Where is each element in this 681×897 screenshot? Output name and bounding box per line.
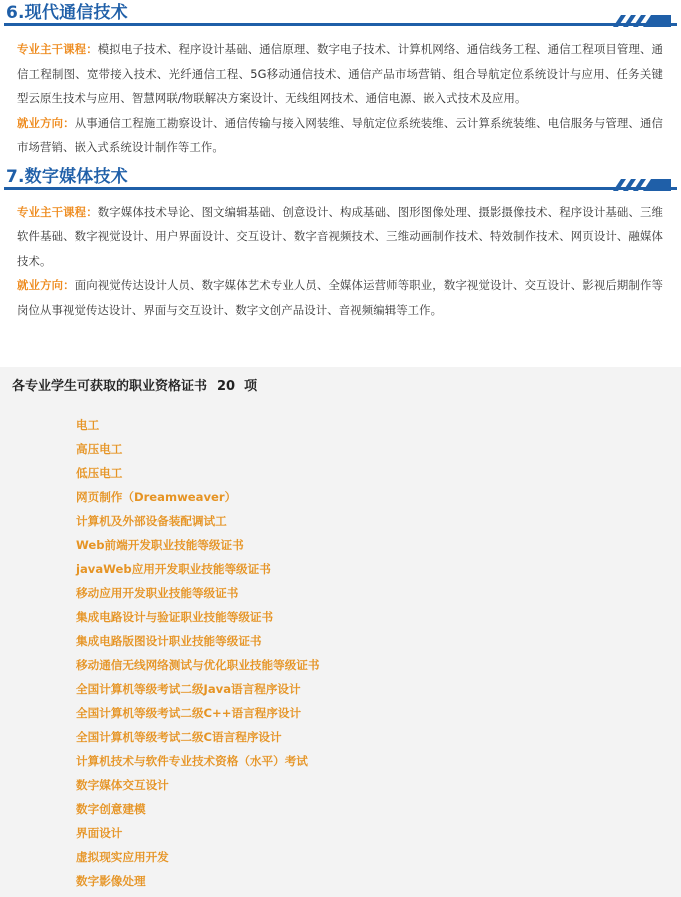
stripe-decoration-icon xyxy=(609,14,671,28)
courses-text: 模拟电子技术、程序设计基础、通信原理、数字电子技术、计算机网络、通信线务工程、通信工程项目管理、通信工程制图、宽带接入技术、光纤通信工程、5G移动通信技术、通信产品市场营销、组合导航定位系统设计与应用、任务关键型云原生技术与应用、智慧网联/物联解决方案设计、无线组网技术、通信电源、嵌入式技术及应用。 xyxy=(17,42,664,105)
certificate-item: 数字创意建模 xyxy=(76,802,146,816)
certificate-item: javaWeb应用开发职业技能等级证书 xyxy=(76,562,271,576)
courses-paragraph xyxy=(17,37,663,111)
certificate-item: 全国计算机等级考试二级C++语言程序设计 xyxy=(76,706,302,720)
section-header xyxy=(4,164,677,192)
certificate-item: 网页制作（Dreamweaver） xyxy=(76,490,237,504)
courses-paragraph xyxy=(17,200,663,274)
jobs-label: 就业方向： xyxy=(17,115,75,130)
certificates-heading-text: 各专业学生可获取的职业资格证书 xyxy=(12,379,208,394)
section-header xyxy=(4,0,677,28)
certificate-item: 全国计算机等级考试二级C语言程序设计 xyxy=(76,730,282,744)
certificate-item: 计算机及外部设备装配调试工 xyxy=(76,514,227,528)
certificates-count: 20 xyxy=(217,379,236,394)
certificate-item: 虚拟现实应用开发 xyxy=(76,850,169,864)
stripe-decoration-icon xyxy=(609,178,671,192)
jobs-text: 从事通信工程施工勘察设计、通信传输与接入网装维、导航定位系统装维、云计算系统装维、电信服务与管理、通信市场营销、嵌入式系统设计制作等工作。 xyxy=(17,115,663,154)
jobs-paragraph xyxy=(17,111,663,160)
certificate-item: 数字媒体交互设计 xyxy=(76,778,169,792)
certificate-item: 全国计算机等级考试二级Java语言程序设计 xyxy=(76,682,301,696)
certificates-list xyxy=(76,413,319,893)
section-communication xyxy=(0,0,681,160)
certificate-item: 集成电路设计与验证职业技能等级证书 xyxy=(76,610,274,624)
jobs-paragraph xyxy=(17,273,663,322)
certificate-item: 数字影像处理 xyxy=(76,874,146,888)
certificate-item: 界面设计 xyxy=(76,826,123,840)
section-digital-media xyxy=(0,164,681,323)
section-title: 7.数字媒体技术 xyxy=(6,166,128,187)
certificate-item: 电工 xyxy=(76,418,100,432)
certificates-heading xyxy=(12,375,257,394)
section-title: 6.现代通信技术 xyxy=(6,3,128,23)
courses-label: 专业主干课程： xyxy=(17,204,98,219)
certificate-item: 计算机技术与软件专业技术资格（水平）考试 xyxy=(76,754,308,768)
jobs-label: 就业方向： xyxy=(17,278,75,292)
certificates-unit: 项 xyxy=(244,379,258,394)
certificate-item: Web前端开发职业技能等级证书 xyxy=(76,538,244,552)
courses-label: 专业主干课程： xyxy=(17,42,98,56)
certificate-item: 高压电工 xyxy=(76,442,123,456)
courses-text: 数字媒体技术导论、图文编辑基础、创意设计、构成基础、图形图像处理、摄影摄像技术、程序设计基础、三维软件基础、数字视觉设计、用户界面设计、交互设计、数字音视频技术、三维动画制作技术、特效制作技术、网页设计、融媒体技术。 xyxy=(17,204,664,268)
certificate-item: 移动应用开发职业技能等级证书 xyxy=(76,586,239,600)
title-underline xyxy=(4,23,677,26)
certificates-panel xyxy=(0,367,681,897)
certificate-item: 低压电工 xyxy=(76,466,123,480)
certificate-item: 移动通信无线网络测试与优化职业技能等级证书 xyxy=(76,658,320,672)
certificate-item: 集成电路版图设计职业技能等级证书 xyxy=(76,634,262,648)
jobs-text: 面向视觉传达设计人员、数字媒体艺术专业人员、全媒体运营师等职业，数字视觉设计、交互设计、影视后期制作等岗位从事视觉传达设计、界面与交互设计、数字文创产品设计、音视频编辑等工作。 xyxy=(17,278,663,317)
title-underline xyxy=(4,187,677,190)
